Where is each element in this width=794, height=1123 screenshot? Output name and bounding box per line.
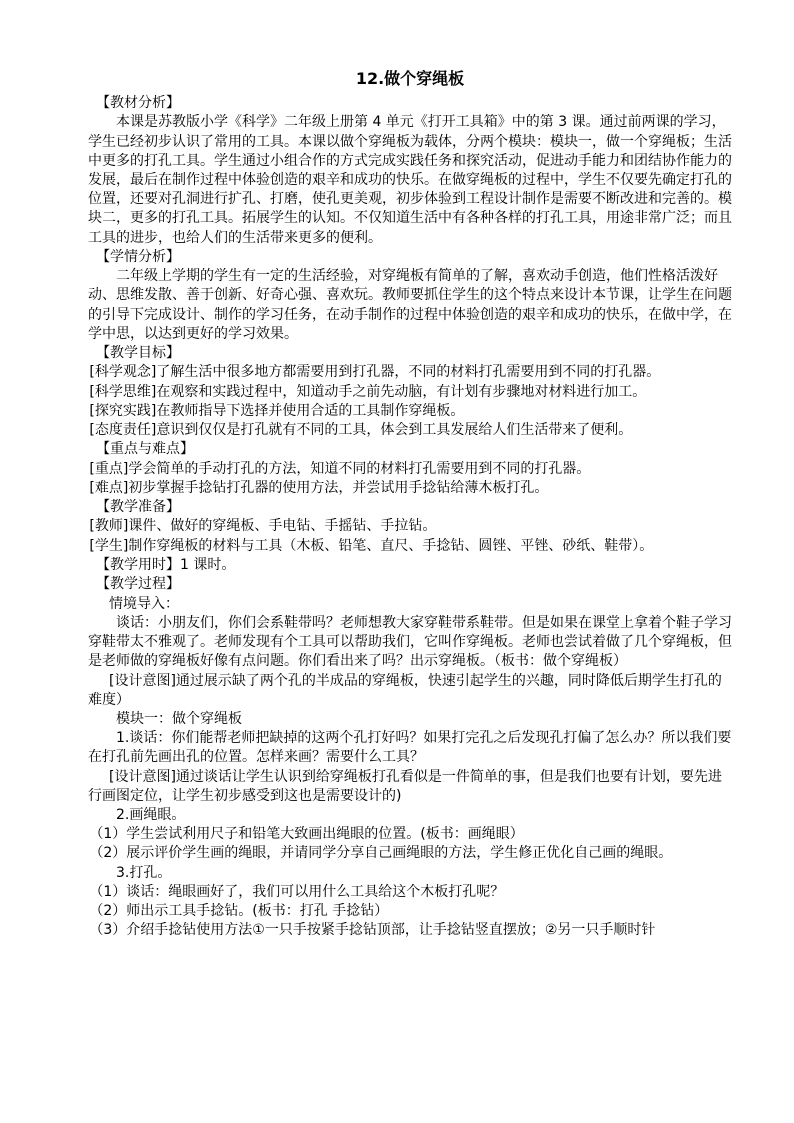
section-heading-time: 【教学用时】 bbox=[96, 556, 180, 573]
objective-item: [探究实践]在教师指导下选择并使用合适的工具制作穿绳板。 bbox=[89, 402, 465, 419]
paragraph-textbook-analysis: 本课是苏教版小学《科学》二年级上册第 4 单元《打开工具箱》中的第 3 课。通过前两课的学习，学生已经初步认识了常用的工具。本课以做个穿绳板为载体，分两个模块：模块一，做一个穿绳板；生活中更多的打孔工具。学生通过小组合作的方式完成实践任务和探究活动，促进动手能力和团结协作能力的发展，最后在制作过程中体验创造的艰辛和成功的快乐。在做穿绳板的过程中，学生不仅要先确定打孔的位置，还要对孔洞进行扩孔、打磨，使孔更美观，初步体验到工程设计制作是需要不断改进和完善的。模块二，更多的打孔工具。拓展学生的认知。不仅知道生活中有各种各样的打孔工具，用途非常广泛；而且工具的进步，也给人们的生活带来更多的便利。 bbox=[88, 114, 732, 246]
process-intro-talk: 谈话：小朋友们，你们会系鞋带吗？老师想教大家穿鞋带系鞋带。但是如果在课堂上拿着个鞋子学习穿鞋带太不雅观了。老师发现有个工具可以帮助我们，它叫作穿绳板。老师也尝试着做了几个穿绳板，但是老师做的穿绳板好像有点问题。你们看出来了吗？出示穿绳板。（板书：做个穿绳板） bbox=[88, 614, 732, 670]
key-point-item: [重点]学会简单的手动打孔的方法，知道不同的材料打孔需要用到不同的打孔器。 bbox=[89, 460, 591, 477]
time-value: 1 课时。 bbox=[180, 556, 236, 573]
section-heading-key-points: 【重点与难点】 bbox=[96, 441, 194, 458]
section-time bbox=[88, 556, 732, 575]
process-step-design: [设计意图]通过谈话让学生认识到给穿绳板打孔看似是一件简单的事，但是我们也要有计划，要先进行画图定位，让学生初步感受到这也是需要设计的) bbox=[88, 768, 722, 804]
process-step: 3.打孔。 bbox=[116, 864, 172, 881]
section-heading-textbook-analysis: 【教材分析】 bbox=[96, 95, 180, 111]
page-title: 12.做个穿绳板 bbox=[355, 69, 465, 88]
objective-item: [科学思维]在观察和实践过程中，知道动手之前先动脑，有计划有步骤地对材料进行加工。 bbox=[89, 383, 647, 400]
section-heading-student-analysis: 【学情分析】 bbox=[96, 248, 180, 265]
paragraph-student-analysis: 二年级上学期的学生有一定的生活经验，对穿绳板有简单的了解，喜欢动手创造，他们性格活泼好动、思维发散、善于创新、好奇心强、喜欢玩。教师要抓住学生的这个特点来设计本节课，让学生在问题的引导下完成设计、制作的学习任务，在动手制作的过程中体验创造的艰辛和成功的快乐，在做中学，在学中思，以达到更好的学习效果。 bbox=[88, 268, 732, 342]
process-substep: （1）学生尝试利用尺子和铅笔大致画出绳眼的位置。(板书：画绳眼） bbox=[89, 826, 524, 843]
process-module-title: 模块一：做个穿绳板 bbox=[116, 710, 242, 727]
process-intro-label: 情境导入： bbox=[109, 595, 179, 612]
process-substep: （3）介绍手捻钻使用方法①一只手按紧手捻钻顶部，让手捻钻竖直摆放；②另一只手顺时针 bbox=[89, 922, 656, 939]
section-heading-process: 【教学过程】 bbox=[96, 576, 180, 593]
process-substep: （1）谈话：绳眼画好了，我们可以用什么工具给这个木板打孔呢？ bbox=[89, 883, 505, 900]
process-step: 2.画绳眼。 bbox=[116, 806, 186, 823]
preparation-item: [学生]制作穿绳板的材料与工具（木板、铅笔、直尺、手捻钻、圆锉、平锉、砂纸、鞋带）。 bbox=[89, 537, 654, 554]
process-substep: （2）师出示工具手捻钻。(板书：打孔 手捻钻） bbox=[89, 902, 389, 919]
preparation-item: [教师]课件、做好的穿绳板、手电钻、手摇钻、手拉钻。 bbox=[89, 518, 437, 535]
key-point-item: [难点]初步掌握手捻钻打孔器的使用方法，并尝试用手捻钻给薄木板打孔。 bbox=[89, 479, 549, 496]
process-substep: （2）展示评价学生画的绳眼，并请同学分享自己画绳眼的方法，学生修正优化自己画的绳眼。 bbox=[89, 845, 673, 862]
section-heading-objectives: 【教学目标】 bbox=[96, 345, 180, 362]
process-step: 1.谈话：你们能帮老师把缺掉的这两个孔打好吗？如果打完孔之后发现孔打偏了怎么办？所以我们要在打孔前先画出孔的位置。怎样来画？需要什么工具？ bbox=[88, 730, 732, 766]
document-page bbox=[88, 68, 732, 940]
objective-item: [态度责任]意识到仅仅是打孔就有不同的工具，体会到工具发展给人们生活带来了便利。 bbox=[89, 422, 633, 439]
section-heading-preparation: 【教学准备】 bbox=[96, 499, 180, 516]
objective-item: [科学观念]了解生活中很多地方都需要用到打孔器，不同的材料打孔需要用到不同的打孔器。 bbox=[89, 364, 661, 381]
process-intro-design: [设计意图]通过展示缺了两个孔的半成品的穿绳板，快速引起学生的兴趣，同时降低后期学生打孔的难度） bbox=[88, 672, 722, 708]
